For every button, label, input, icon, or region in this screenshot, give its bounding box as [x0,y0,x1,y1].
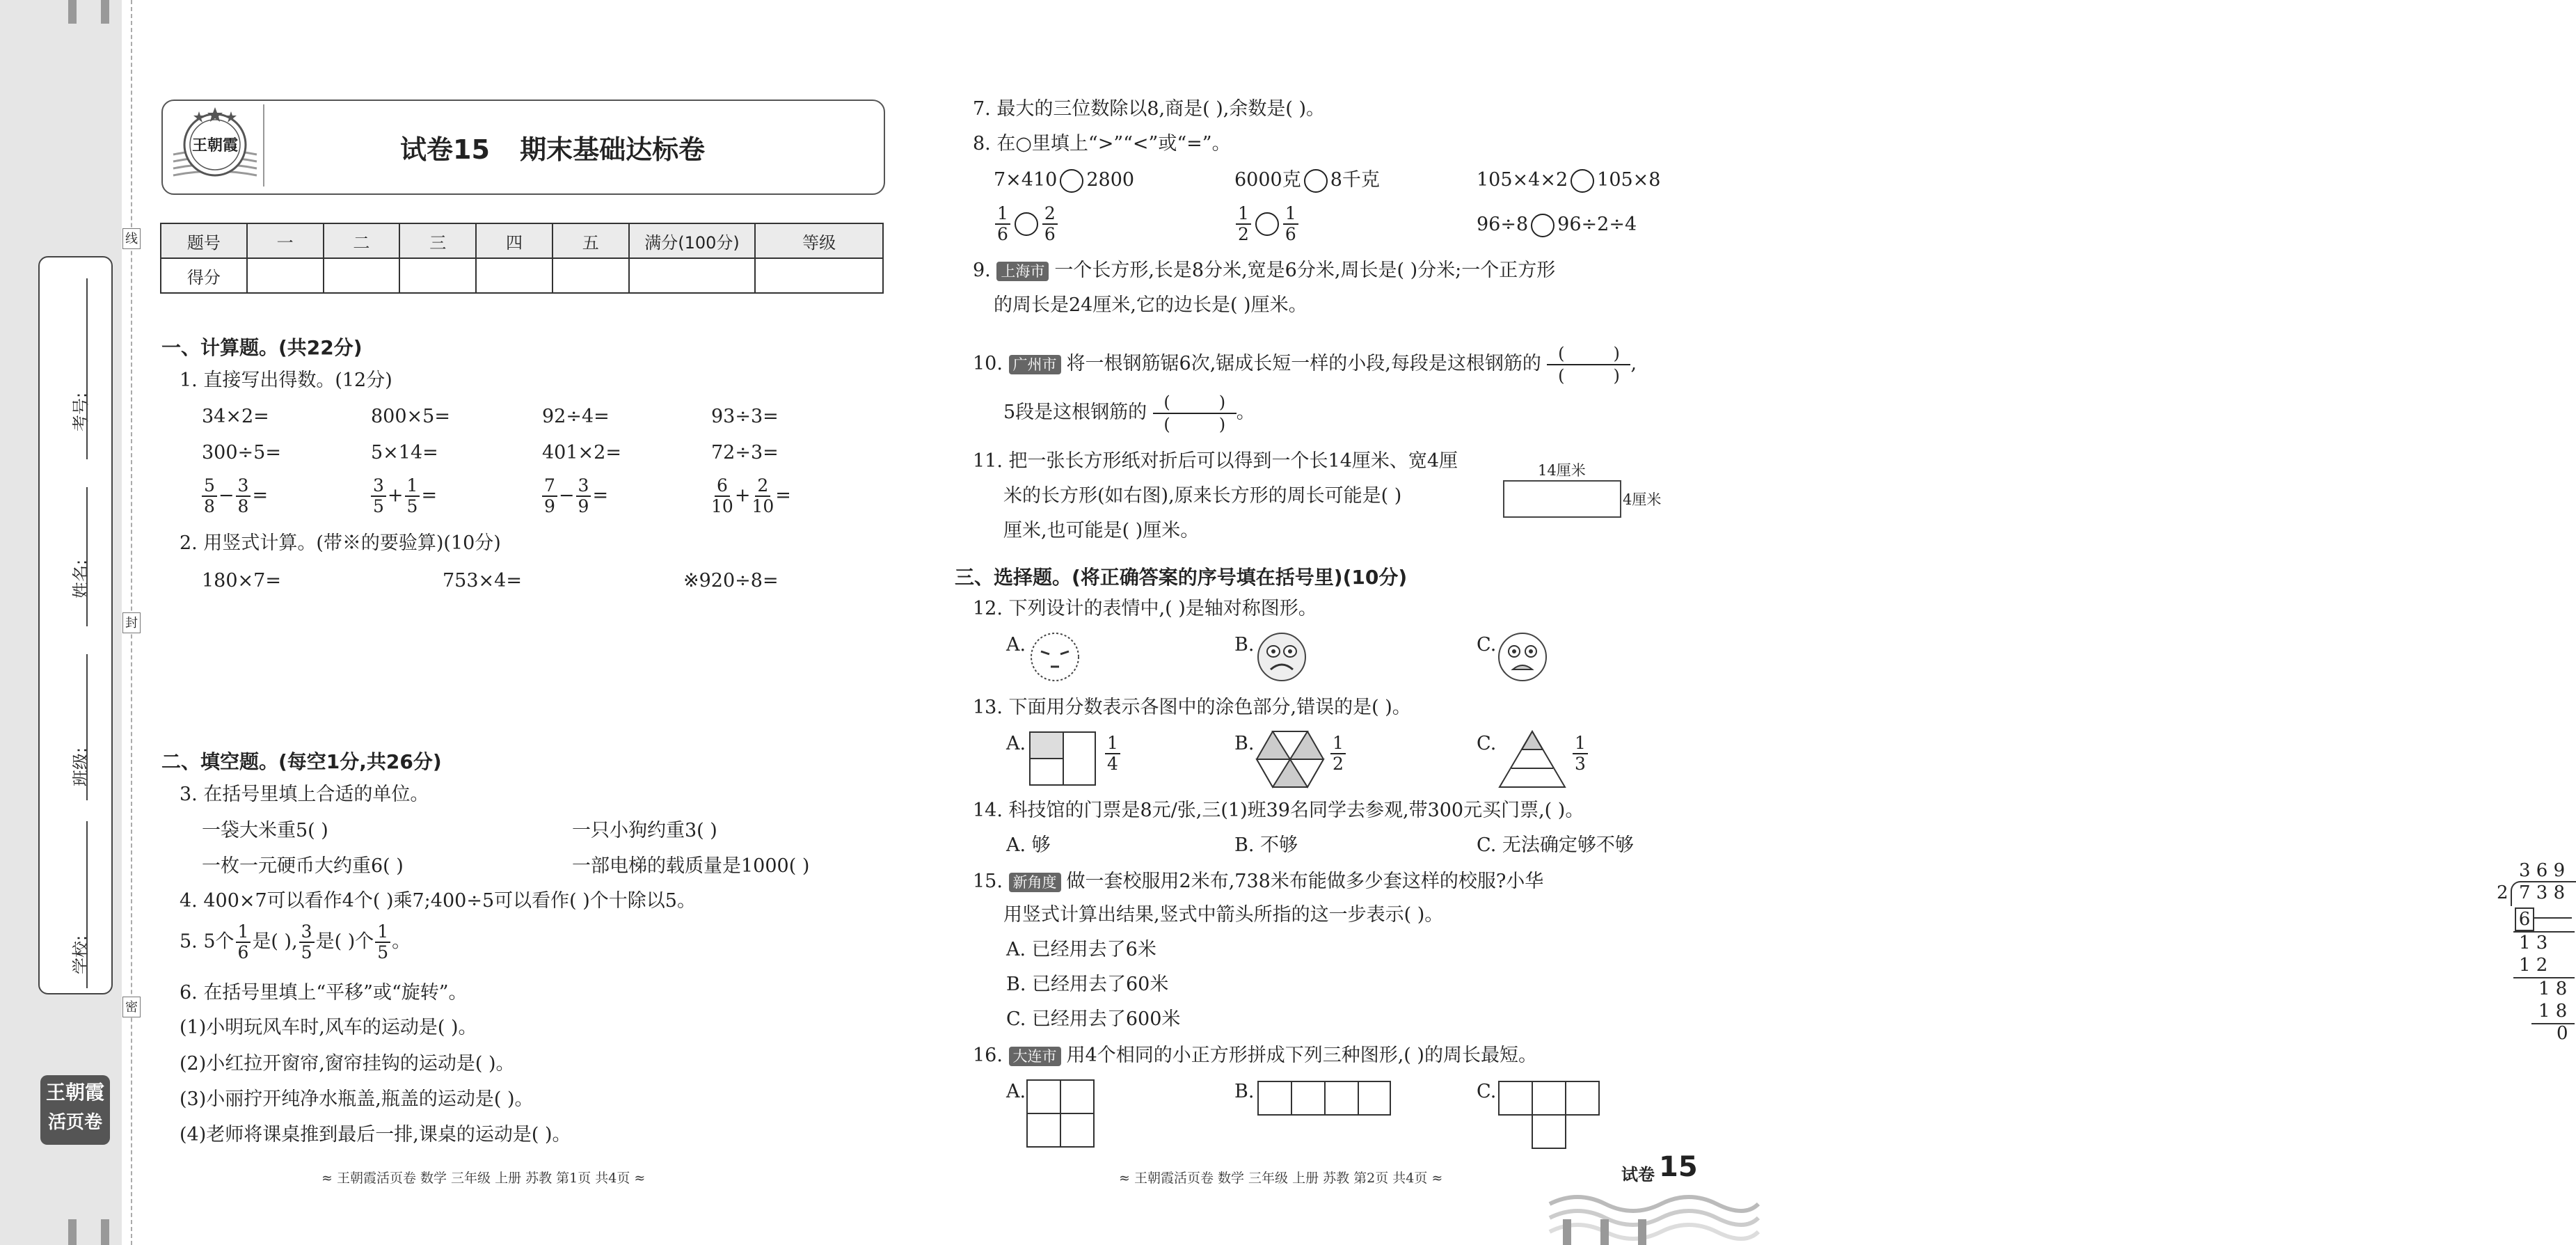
option-a-label: A. [1006,733,1026,754]
question-6-3: (3)小丽拧开纯净水瓶盖,瓶盖的运动是( )。 [180,1088,534,1110]
question-3d: 一部电梯的载质量是1000( ) [572,855,810,877]
compare-item: 96÷8 96÷2÷4 [1477,213,1637,237]
exam-title-text: 期末基础达标卷 [520,134,706,165]
fraction-calc-item: $\frac{5}{8}$ − $\frac{3}{8}$ = [200,476,268,516]
score-header-cell: 一 [247,223,324,258]
fraction: $\frac{1}{6}$ [995,204,1010,244]
fraction: $\frac{1}{6}$ [1283,204,1298,244]
vertical-calc-item: 180×7= [202,570,281,592]
question-15-cont: 用竖式计算出结果,竖式中箭头所指的这一步表示( )。 [1003,904,1444,926]
question-6-4: (4)老师将课桌推到最后一排,课桌的运动是( )。 [180,1124,571,1145]
calc-item: 72÷3= [711,442,779,463]
question-9-cont: 的周长是24厘米,它的边长是( )厘米。 [994,294,1307,316]
score-cell[interactable] [324,258,400,293]
division-divisor: 2 [2497,882,2509,903]
fraction-calc-item: $\frac{3}{5}$ + $\frac{1}{5}$ = [369,476,437,516]
brand-badge-line2: 活页卷 [47,1112,102,1133]
question-3b: 一只小狗约重3( ) [572,820,717,841]
fraction: $\frac{1}{6}$ [236,922,251,962]
hexagon-diagram [1255,729,1325,789]
footer-left: ≈ 王朝霞活页卷 数学 三年级 上册 苏教 第1页 共4页 ≈ [321,1171,646,1186]
name-line [86,487,88,626]
face-c [1496,631,1549,683]
option-c-label: C. [1477,733,1497,754]
question-6: 6. 在括号里填上“平移”或“旋转”。 [180,982,468,1004]
footer-right: ≈ 王朝霞活页卷 数学 三年级 上册 苏教 第2页 共4页 ≈ [1119,1171,1443,1186]
score-header-cell: 等级 [755,223,883,258]
blank-fraction[interactable]: $\frac{( )}{( )}$ [1153,392,1237,435]
fraction: $\frac{3}{5}$ [299,922,315,962]
calc-item: 34×2= [202,406,269,427]
division-step-3: 1 2 [2519,955,2548,976]
score-table-header [161,223,883,258]
fraction: $\frac{3}{5}$ [371,476,386,516]
triangle-diagram [1497,729,1567,789]
fraction-calc-item: $\frac{6}{10}$ + $\frac{2}{10}$ = [711,475,791,516]
q15-option-a: A. 已经用去了6米 [1006,939,1156,960]
q13-fraction-c: $\frac{1}{3}$ [1571,733,1589,774]
fraction: $\frac{7}{9}$ [542,476,557,516]
face-b [1255,631,1308,683]
corner-label: 试卷 [1621,1165,1655,1184]
question-10: 10. 广州市 将一根钢筋锯6次,锯成长短一样的小段,每段是这根钢筋的 $\frac{( )}{( )}$ , [973,343,1637,386]
right-bottom-marks [1600,1219,1609,1245]
q11-width-label: 4厘米 [1623,491,1662,508]
fraction: $\frac{3}{8}$ [236,476,251,516]
question-11: 11. 把一张长方形纸对折后可以得到一个长14厘米、宽4厘 [973,450,1458,472]
fraction: $\frac{5}{8}$ [202,476,217,516]
binding-label-secret: 密 [122,997,141,1017]
shape-1x4 [1257,1080,1392,1116]
shape-t [1497,1080,1600,1150]
question-10-cont: 5段是这根钢筋的 $\frac{( )}{( )}$ 。 [1003,392,1255,434]
shape-2x2 [1026,1079,1095,1148]
division-dividend: 7 3 8 [2519,882,2566,903]
division-remainder: 0 [2557,1023,2568,1044]
question-14: 14. 科技馆的门票是8元/张,三(1)班39名同学去参观,带300元买门票,( )。 [973,800,1584,821]
blank-fraction[interactable]: $\frac{( )}{( )}$ [1547,343,1630,386]
q15-option-c: C. 已经用去了600米 [1006,1008,1181,1030]
option-a-label: A. [1006,1081,1026,1102]
top-marks [68,0,77,24]
region-tag: 大连市 [1009,1047,1061,1066]
compare-circle[interactable] [1060,169,1083,193]
q14-option-b: B. 不够 [1234,834,1298,856]
q13-fraction-a: $\frac{1}{4}$ [1104,733,1122,774]
question-7: 7. 最大的三位数除以8,商是( ),余数是( )。 [973,98,1325,120]
calc-item: 5×14= [371,442,438,463]
bottom-marks [68,1219,77,1245]
right-bottom-marks [1638,1219,1646,1245]
score-header-cell: 三 [399,223,476,258]
option-b-label: B. [1234,634,1255,656]
division-step-1: 6 [2515,907,2534,931]
division-step-5: 1 8 [2538,1001,2568,1022]
division-rule [2531,1023,2575,1024]
name-label: 姓名: [71,559,90,598]
question-2: 2. 用竖式计算。(带※的要验算)(10分) [180,532,501,554]
compare-circle[interactable] [1531,214,1555,237]
score-header-cell: 二 [324,223,400,258]
section-2-title: 二、填空题。(每空1分,共26分) [161,750,442,773]
compare-item: 6000克 8千克 [1234,168,1380,193]
question-1: 1. 直接写出得数。(12分) [180,370,392,391]
question-16: 16. 大连市 用4个相同的小正方形拼成下列三种图形,( )的周长最短。 [973,1045,1537,1066]
exam-no-line [86,278,88,459]
school-label: 学校: [71,935,90,974]
question-11-cont: 厘米,也可能是( )厘米。 [1003,520,1200,541]
vertical-calc-item: ※920÷8= [683,570,779,592]
compare-circle[interactable] [1015,212,1038,236]
q15-option-b: B. 已经用去了60米 [1006,974,1169,995]
calc-item: 401×2= [542,442,621,463]
score-table-row [161,258,883,293]
student-info-box [38,256,113,994]
question-8: 8. 在○里填上“>”“<”或“=”。 [973,133,1231,154]
brand-badge [40,1075,110,1145]
angle-tag: 新角度 [1009,873,1061,892]
option-c-label: C. [1477,634,1497,656]
vertical-calc-item: 753×4= [443,570,522,592]
calc-item: 800×5= [371,406,450,427]
compare-circle[interactable] [1255,212,1279,236]
score-cell[interactable] [247,258,324,293]
bottom-marks [101,1219,109,1245]
exam-title [400,128,705,166]
binding-label-line: 线 [122,228,141,249]
right-bottom-marks [1563,1219,1571,1245]
calc-item: 93÷3= [711,406,779,427]
arrow-icon [2534,917,2572,919]
score-header-cell: 题号 [161,223,247,258]
exam-title-label: 试卷15 [400,134,490,165]
question-3c: 一枚一元硬币大约重6( ) [202,855,404,877]
fraction-calc-item: $\frac{7}{9}$ − $\frac{3}{9}$ = [541,476,608,516]
score-header-cell: 四 [476,223,552,258]
binding-label-seal: 封 [122,612,141,633]
region-tag: 上海市 [996,262,1049,281]
q14-option-c: C. 无法确定够不够 [1477,834,1634,856]
question-13: 13. 下面用分数表示各图中的涂色部分,错误的是( )。 [973,697,1411,718]
question-6-2: (2)小红拉开窗帘,窗帘挂钩的运动是( )。 [180,1053,515,1074]
q14-option-a: A. 够 [1006,834,1051,856]
square-diagram [1028,731,1098,786]
q11-rectangle [1503,480,1621,518]
compare-circle[interactable] [1304,169,1328,193]
option-c-label: C. [1477,1081,1497,1102]
compare-circle[interactable] [1571,169,1594,193]
score-row-label: 得分 [161,258,247,293]
score-cell[interactable] [629,258,756,293]
top-marks [101,0,109,24]
fraction: $\frac{3}{9}$ [576,476,591,516]
section-1-title: 一、计算题。(共22分) [161,336,363,359]
compare-item: 7×410 2800 [994,168,1134,193]
score-table [160,223,884,294]
division-quotient: 3 6 9 [2519,860,2566,881]
fraction: $\frac{1}{2}$ [1236,204,1251,244]
exam-no-label: 考号: [71,392,90,431]
question-5: 5. 5个 $\frac{1}{6}$ 是( ), $\frac{3}{5}$ 是( )个 $\frac{1}{5}$ 。 [180,921,411,962]
section-3-title: 三、选择题。(将正确答案的序号填在括号里)(10分) [955,566,1408,589]
compare-item [1234,204,1300,244]
calc-item: 300÷5= [202,442,281,463]
calc-item: 92÷4= [542,406,610,427]
question-4: 4. 400×7可以看作4个( )乘7;400÷5可以看作( )个十除以5。 [180,890,696,912]
school-line [86,821,88,988]
score-cell[interactable] [476,258,552,293]
option-b-label: B. [1234,1081,1255,1102]
score-cell[interactable] [552,258,629,293]
question-11-cont: 米的长方形(如右图),原来长方形的周长可能是( ) [1003,485,1402,507]
q11-length-label: 14厘米 [1538,462,1586,479]
fraction: $\frac{1}{5}$ [405,476,420,516]
fraction: $\frac{6}{10}$ [711,475,733,516]
fraction: $\frac{1}{5}$ [375,922,390,962]
class-line [86,654,88,800]
compare-item [994,204,1059,244]
region-tag: 广州市 [1009,355,1061,374]
option-a-label: A. [1006,634,1026,656]
corner-number: 15 [1659,1151,1698,1183]
compare-item: 105×4×2 105×8 [1477,168,1660,193]
corner-wave [1550,1176,1758,1239]
score-header-cell: 五 [552,223,629,258]
banner-divider [263,104,264,187]
question-3a: 一袋大米重5( ) [202,820,328,841]
logo-text: 王朝霞 [191,136,238,154]
division-step-4: 1 8 [2538,978,2568,999]
class-label: 班级: [71,747,90,786]
option-b-label: B. [1234,733,1255,754]
logo [170,104,260,187]
score-cell[interactable] [755,258,883,293]
question-3: 3. 在括号里填上合适的单位。 [180,784,429,805]
fraction: $\frac{2}{6}$ [1042,204,1058,244]
score-header-cell: 满分(100分) [629,223,756,258]
brand-badge-line1: 王朝霞 [45,1081,104,1104]
question-15: 15. 新角度 做一套校服用2米布,738米布能做多少套这样的校服?小华 [973,871,1544,892]
question-9: 9. 上海市 一个长方形,长是8分米,宽是6分米,周长是( )分米;一个正方形 [973,260,1556,281]
q13-fraction-b: $\frac{1}{2}$ [1329,733,1347,774]
fraction: $\frac{2}{10}$ [752,475,774,516]
division-step-2: 1 3 [2519,933,2548,953]
question-12: 12. 下列设计的表情中,( )是轴对称图形。 [973,598,1317,619]
face-a [1028,631,1081,683]
score-cell[interactable] [399,258,476,293]
question-6-1: (1)小明玩风车时,风车的运动是( )。 [180,1017,477,1038]
